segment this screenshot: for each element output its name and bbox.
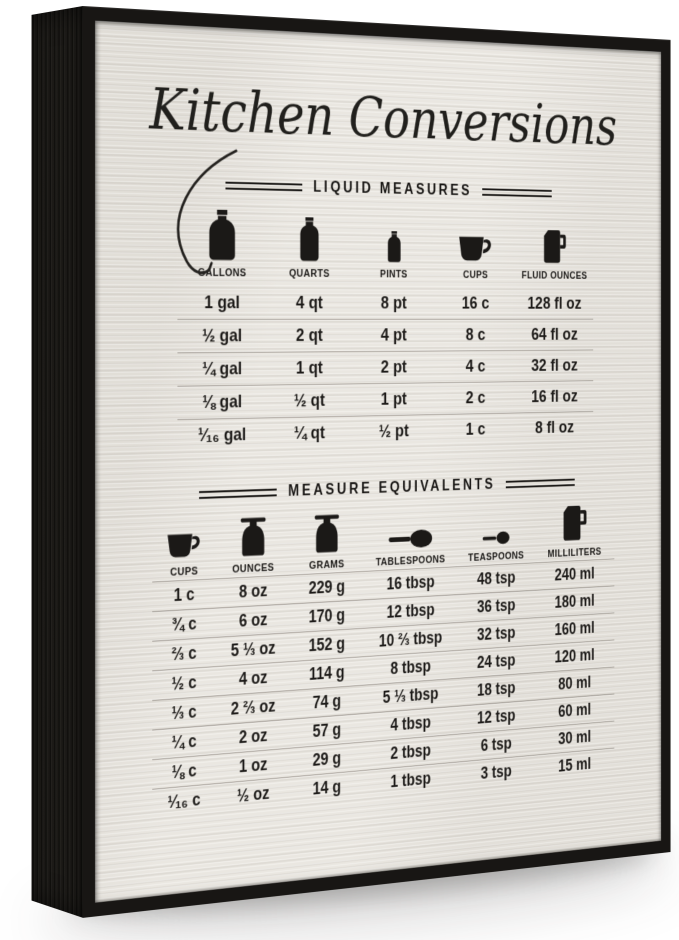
column-label: CUPS [170, 565, 199, 579]
table-cell: 1 pt [380, 388, 407, 410]
table-cell: 48 tsp [477, 567, 516, 589]
table-cell: ½ pt [378, 420, 409, 442]
table-cell: 152 g [308, 633, 345, 656]
table-cell: 4 oz [238, 667, 268, 689]
conversion-table [177, 287, 593, 453]
table-cell: 6 tsp [480, 733, 512, 755]
table-cell: 15 ml [558, 754, 592, 776]
table-cell: 4 c [465, 356, 486, 376]
table-cell: 1 c [465, 419, 486, 440]
table-cell: 5 ⅓ oz [230, 638, 276, 661]
table-cell: 240 ml [554, 563, 595, 585]
table-cell: 29 g [312, 748, 342, 770]
table-cell: 2 qt [295, 325, 323, 346]
column-label: TEASPOONS [468, 550, 525, 564]
table-cell: 1 gal [204, 292, 240, 313]
table-cell: 120 ml [554, 645, 595, 667]
table-cell: 4 tbsp [390, 712, 431, 735]
table-cell: 18 tsp [477, 678, 516, 700]
table-cell: 2 tbsp [390, 740, 431, 763]
table-cell: ¼ c [171, 731, 197, 753]
cup-icon [167, 514, 202, 561]
table-cell: 229 g [308, 576, 345, 598]
double-line-right [506, 478, 575, 488]
column-label: MILLILITERS [547, 546, 602, 560]
table-cell: 6 oz [238, 609, 268, 631]
table-cell: 2 ⅔ oz [230, 695, 276, 719]
table-cell: ⅛ gal [202, 391, 243, 413]
table-cell: ¾ c [171, 613, 197, 635]
icon-header-row [177, 207, 593, 282]
table-row [177, 287, 593, 319]
scale-icon [239, 511, 267, 557]
table-cell: 12 tsp [477, 705, 516, 728]
table-cell: 32 fl oz [531, 355, 578, 376]
section-heading: LIQUID MEASURES [313, 178, 472, 200]
table-cell: 4 qt [295, 292, 323, 313]
table-cell: 8 oz [238, 580, 268, 602]
measuring-pitcher-icon [561, 499, 587, 542]
table-cell: 74 g [312, 691, 342, 713]
table-cell: 24 tsp [477, 650, 516, 672]
conversion-table [152, 558, 614, 818]
table-cell: ¹⁄₁₆ gal [197, 424, 247, 446]
table-cell: 8 tbsp [390, 656, 431, 679]
cup-icon [458, 213, 492, 264]
column-label: OUNCES [232, 561, 275, 576]
scale-icon [313, 508, 340, 553]
section-heading: MEASURE EQUIVALENTS [288, 475, 496, 500]
column-header-pints [380, 211, 408, 280]
column-header-milliliters [548, 498, 602, 559]
frame [83, 6, 671, 918]
table-cell: 14 g [312, 776, 342, 799]
table-cell: ¼ gal [202, 358, 243, 380]
table-cell: 180 ml [554, 591, 595, 612]
framed-sign [83, 6, 671, 918]
double-line-right [482, 188, 552, 197]
table-cell: 64 fl oz [531, 324, 578, 344]
table-cell: 80 ml [558, 672, 592, 694]
table-cell: 30 ml [558, 727, 592, 749]
table-cell: 1 qt [295, 357, 323, 378]
table-cell: 12 tbsp [386, 600, 435, 622]
table-cell: ½ oz [236, 783, 270, 806]
table-cell: 160 ml [554, 618, 595, 639]
table-cell: 114 g [309, 662, 345, 684]
table-cell: 2 oz [238, 725, 268, 748]
sign-title: Kitchen Conversions [149, 75, 617, 158]
table-cell: 2 pt [380, 356, 407, 377]
column-label: CUPS [463, 269, 488, 281]
column-header-cups [458, 213, 492, 281]
table-cell: ¼ qt [293, 422, 325, 444]
column-label: GRAMS [309, 558, 345, 572]
pint-bottle-icon [386, 211, 402, 262]
frame-side-edge [32, 6, 83, 918]
table-cell: 8 fl oz [535, 417, 574, 438]
table-cell: 60 ml [558, 699, 592, 721]
table-cell: 8 pt [380, 292, 407, 313]
measure-equivalents-section [95, 470, 661, 823]
section-heading-row [95, 172, 661, 204]
liquid-measures-section [95, 172, 661, 454]
column-label: FLUID OUNCES [521, 270, 588, 282]
table-cell: ⅛ c [171, 760, 197, 783]
column-label: TABLESPOONS [375, 553, 446, 569]
column-header-gallons [198, 207, 247, 279]
table-cell: 36 tsp [477, 595, 516, 617]
table-cell: ½ c [171, 672, 197, 694]
table-cell: ⅔ c [171, 642, 197, 665]
column-header-teaspoons [468, 501, 524, 563]
table-cell: ½ qt [293, 390, 325, 411]
table-row [177, 412, 593, 453]
table-cell: 8 c [465, 324, 486, 345]
sign-board [95, 21, 661, 903]
table-cell: 16 c [461, 293, 490, 313]
table-cell: 1 c [173, 584, 195, 606]
column-label: GALLONS [197, 267, 247, 280]
table-cell: 3 tsp [480, 761, 512, 783]
table-cell: ¹⁄₁₆ c [167, 789, 201, 813]
table-cell: 16 fl oz [531, 386, 578, 407]
table-cell: 128 fl oz [527, 293, 582, 313]
double-line-left [199, 488, 277, 498]
table-cell: 1 tbsp [390, 768, 431, 792]
column-header-ounces [232, 511, 274, 576]
measuring-pitcher-icon [542, 214, 567, 264]
table-cell: 16 tbsp [386, 572, 435, 594]
table-cell: 1 oz [238, 754, 268, 777]
quart-bottle-icon [298, 209, 322, 261]
table-cell: 10 ⅔ tbsp [378, 627, 443, 651]
tablespoon-icon [388, 505, 432, 550]
column-header-grams [309, 508, 344, 572]
column-header-cups [167, 514, 202, 579]
table-cell: 57 g [312, 719, 342, 742]
column-header-tablespoons [376, 504, 446, 568]
column-label: QUARTS [289, 267, 330, 280]
table-cell: 5 ⅓ tbsp [382, 683, 439, 707]
double-line-left [225, 181, 302, 191]
table-cell: 4 pt [380, 324, 407, 345]
table-cell: 32 tsp [477, 623, 516, 645]
table-cell: ½ gal [202, 325, 243, 346]
column-header-quarts [289, 209, 329, 279]
gallon-jug-icon [205, 208, 240, 261]
column-label: PINTS [380, 268, 408, 281]
table-cell: 170 g [308, 605, 345, 627]
column-header-fluid-ounces [522, 214, 588, 282]
table-cell: ⅓ c [171, 701, 197, 724]
table-cell: 2 c [465, 387, 486, 408]
table-row [177, 320, 593, 353]
teaspoon-icon [481, 502, 512, 546]
